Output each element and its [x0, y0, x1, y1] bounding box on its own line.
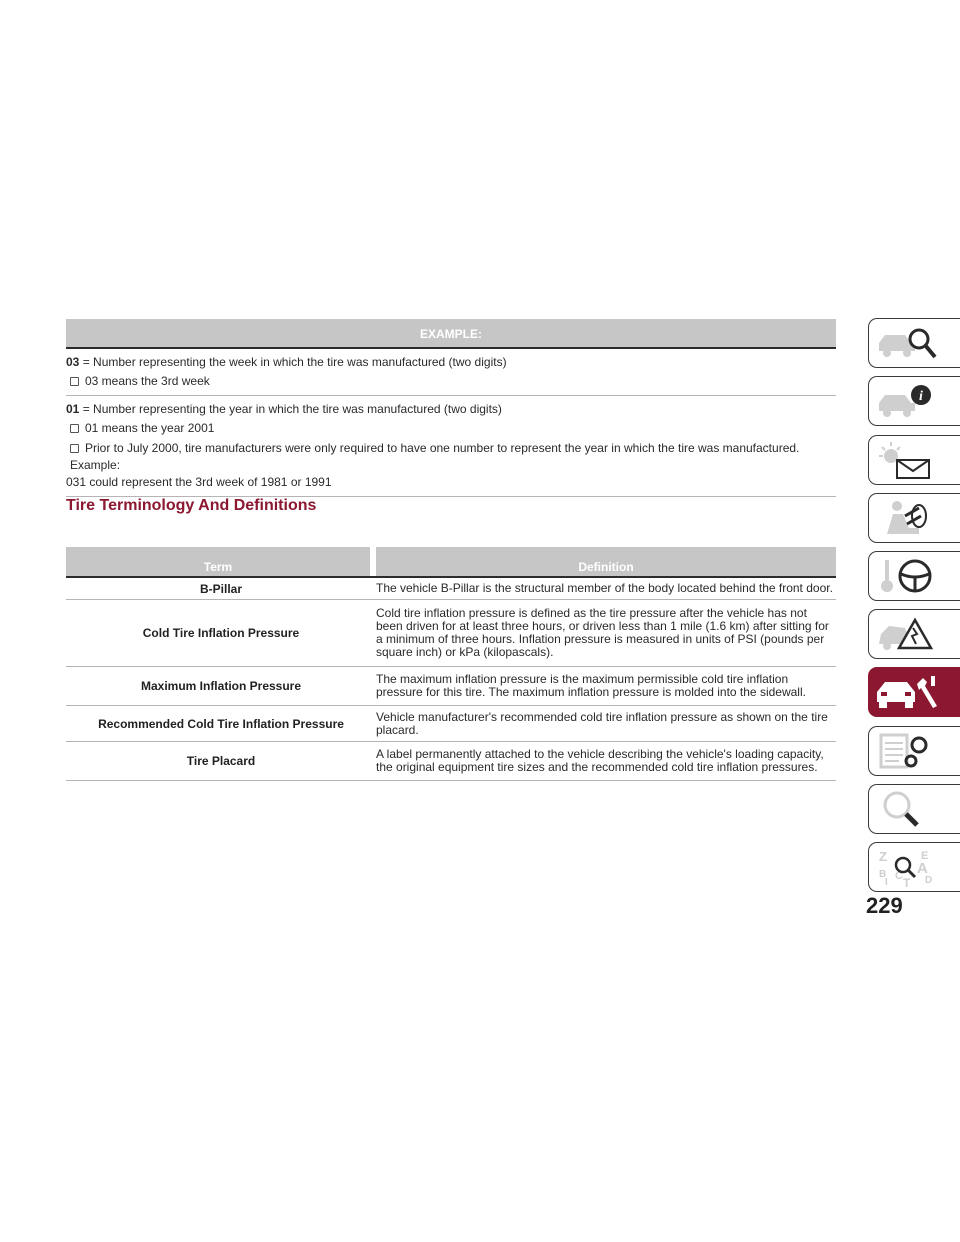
table-row	[66, 742, 836, 781]
checkbox-bullet-icon	[70, 424, 79, 433]
bullet-item: 01 means the year 2001	[66, 420, 836, 437]
svg-text:D: D	[925, 875, 933, 886]
tab-servicing-maintenance[interactable]	[868, 667, 960, 717]
svg-text:E: E	[921, 850, 929, 862]
car-search-icon	[875, 323, 945, 363]
tab-safety[interactable]	[868, 493, 960, 543]
example-table	[66, 319, 836, 497]
car-crash-warning-icon	[875, 614, 945, 654]
car-wrench-icon	[875, 672, 945, 712]
example-row	[66, 349, 836, 396]
terms-table	[66, 547, 836, 781]
car-info-icon	[875, 381, 945, 421]
term-cell: Cold Tire Inflation Pressure	[142, 626, 300, 640]
table-row	[66, 667, 836, 706]
bullet-item: 03 means the 3rd week	[66, 373, 836, 390]
definition-cell: The maximum inflation pressure is the maximum permissible cold tire inflation pressure for this tire. The maximum inflation pressure is molded into the sidewall.	[376, 672, 806, 699]
index-letters-icon	[875, 847, 945, 887]
example-note: Prior to July 2000, tire manufacturers were only required to have one number to represent the year in which the tire was manufactured. Example: 031 could represent the 3rd week of 1981 or 1991	[66, 441, 800, 489]
seat-airbag-icon	[875, 498, 945, 538]
term-cell: B-Pillar	[199, 581, 242, 596]
code-description: = Number representing the year in which the tire was manufactured (two digits)	[82, 402, 502, 416]
svg-text:I: I	[885, 877, 888, 887]
tab-warning-lights[interactable]	[868, 435, 960, 485]
magnifier-icon	[875, 789, 945, 829]
term-cell: Maximum Inflation Pressure	[140, 679, 302, 693]
term-cell: Recommended Cold Tire Inflation Pressure	[98, 716, 344, 731]
definition-cell: The vehicle B-Pillar is the structural member of the body located behind the front door.	[376, 581, 833, 595]
code-label: 01	[66, 402, 80, 416]
svg-text:Z: Z	[879, 849, 887, 864]
tab-car-search[interactable]	[868, 318, 960, 368]
definition-cell: Cold tire inflation pressure is defined as the tire pressure after the vehicle has not been driven for at least three hours, or driven less than 1 mile (1.6 km) after sitting for a minimum of three hours. Inflation pressure is measured in units of PSI (pounds per square inch) or kPa (kilopascals).	[376, 606, 829, 659]
page-number: 229	[866, 893, 903, 918]
code-description: = Number representing the week in which the tire was manufactured (two digits)	[82, 355, 507, 369]
svg-text:T: T	[903, 876, 911, 887]
list-gear-icon	[875, 731, 945, 771]
svg-text:i: i	[919, 389, 923, 404]
table-row	[66, 600, 836, 667]
checkbox-bullet-icon	[70, 444, 79, 453]
tab-car-info[interactable]	[868, 376, 960, 426]
tab-starting-driving[interactable]	[868, 551, 960, 601]
svg-text:A: A	[917, 860, 928, 877]
checkbox-bullet-icon	[70, 377, 79, 386]
svg-text:C: C	[895, 870, 903, 882]
tab-technical-specifications[interactable]	[868, 726, 960, 776]
term-cell: Tire Placard	[186, 754, 256, 768]
svg-text:B: B	[879, 869, 887, 880]
section-title: Tire Terminology And Definitions	[66, 497, 317, 514]
column-header-term: Term	[66, 547, 370, 576]
example-header: EXAMPLE:	[66, 319, 836, 349]
tab-emergency[interactable]	[868, 609, 960, 659]
terms-table-header	[66, 547, 836, 578]
table-row	[66, 706, 836, 742]
tab-search[interactable]	[868, 784, 960, 834]
tab-index[interactable]	[868, 842, 960, 892]
table-row	[66, 578, 836, 600]
example-row	[66, 396, 836, 497]
warning-light-mail-icon	[875, 440, 945, 480]
definition-cell: A label permanently attached to the vehicle describing the vehicle's loading capacity, the original equipment tire sizes and the recommended cold tire inflation pressures.	[376, 747, 824, 774]
key-steering-wheel-icon	[875, 556, 945, 596]
definition-cell: Vehicle manufacturer's recommended cold tire inflation pressure as shown on the tire placard.	[376, 709, 828, 737]
column-header-definition: Definition	[376, 547, 836, 576]
code-label: 03	[66, 355, 80, 369]
